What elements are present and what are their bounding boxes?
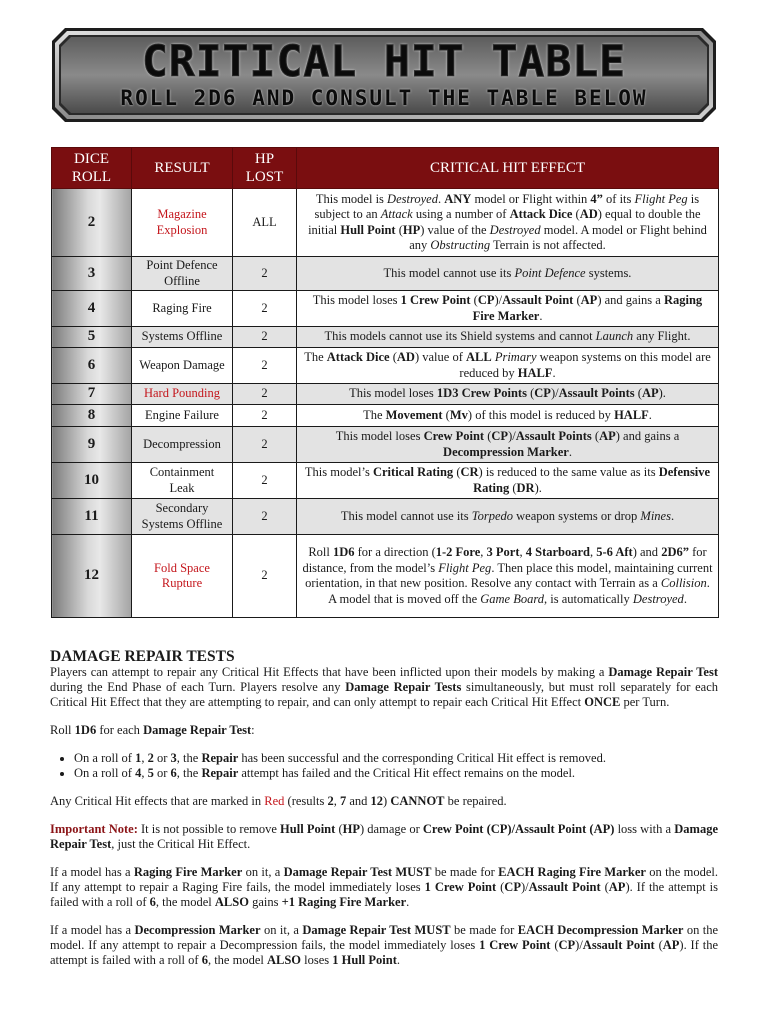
result-cell: Engine Failure (132, 405, 233, 427)
effect-cell: This model loses 1D3 Crew Points (CP)/Assault Points (AP). (297, 384, 719, 405)
hp-lost-cell: 2 (233, 405, 297, 427)
effect-cell: Roll 1D6 for a direction (1-2 Fore, 3 Port, 4 Starboard, 5-6 Aft) and 2D6” for distance, from the model’s Flight Peg. Then place this model, maintaining current orientation, in that new position. Resolve any contact with Terrain as a Collision. A model that is moved off the Game Board, is automatically Destroyed. (297, 535, 719, 618)
hp-lost-cell: 2 (233, 327, 297, 348)
dice-roll-cell: 11 (52, 499, 132, 535)
result-cell: Secondary Systems Offline (132, 499, 233, 535)
hp-lost-cell: 2 (233, 427, 297, 463)
result-cell: Hard Pounding (132, 384, 233, 405)
table-row (52, 384, 719, 405)
hp-lost-cell: ALL (233, 189, 297, 257)
result-cell: Systems Offline (132, 327, 233, 348)
result-cell: Point Defence Offline (132, 257, 233, 291)
table-row (52, 257, 719, 291)
effect-cell: This model’s Critical Rating (CR) is reduced to the same value as its Defensive Rating (DR). (297, 463, 719, 499)
dice-roll-cell: 3 (52, 257, 132, 291)
table-row (52, 189, 719, 257)
result-cell: Weapon Damage (132, 348, 233, 384)
table-row (52, 348, 719, 384)
dice-roll-cell: 9 (52, 427, 132, 463)
hp-lost-cell: 2 (233, 463, 297, 499)
effect-cell: This model loses Crew Point (CP)/Assault Points (AP) and gains a Decompression Marker. (297, 427, 719, 463)
table-header-row (52, 148, 719, 189)
effect-cell: This model cannot use its Point Defence systems. (297, 257, 719, 291)
paragraph: If a model has a Raging Fire Marker on it, a Damage Repair Test MUST be made for EACH Raging Fire Marker on the model. If any attempt to repair a Raging Fire fails, the model immediately loses 1 Crew Point (CP)/Assault Point (AP). If the attempt is failed with a roll of 6, the model ALSO gains +1 Raging Fire Marker. (50, 865, 719, 909)
section-heading: DAMAGE REPAIR TESTS (50, 648, 235, 665)
effect-cell: This model is Destroyed. ANY model or Flight within 4” of its Flight Peg is subject to an Attack using a number of Attack Dice (AD) equal to double the initial Hull Point (HP) value of the Destroyed model. A model or Flight behind any Obstructing Terrain is not affected. (297, 189, 719, 257)
header-hp-lost: HP LOST (233, 148, 297, 189)
result-cell: Raging Fire (132, 291, 233, 327)
dice-roll-cell: 6 (52, 348, 132, 384)
hp-lost-cell: 2 (233, 291, 297, 327)
banner-title: CRITICAL HIT TABLE (142, 37, 626, 87)
header-dice-roll: DICE ROLL (52, 148, 132, 189)
list-item: • On a roll of 4, 5 or 6, the Repair attempt has failed and the Critical Hit effect remains on the model. (74, 766, 718, 781)
table-row (52, 463, 719, 499)
hp-lost-cell: 2 (233, 499, 297, 535)
dice-roll-cell: 7 (52, 384, 132, 405)
effect-cell: This model cannot use its Torpedo weapon systems or drop Mines. (297, 499, 719, 535)
dice-roll-cell: 10 (52, 463, 132, 499)
header-critical-hit-effect: CRITICAL HIT EFFECT (297, 148, 719, 189)
table-row (52, 405, 719, 427)
hp-lost-cell: 2 (233, 348, 297, 384)
header-result: RESULT (132, 148, 233, 189)
damage-repair-section (50, 649, 718, 981)
paragraph: If a model has a Decompression Marker on it, a Damage Repair Test MUST be made for EACH Decompression Marker on the model. If any attempt to repair a Decompression fails, the model immediately loses 1 Crew Point (CP)/Assault Point (AP). If the attempt is failed with a roll of 6, the model ALSO loses 1 Hull Point. (50, 923, 719, 967)
dice-roll-cell: 5 (52, 327, 132, 348)
paragraph: Any Critical Hit effects that are marked in Red (results 2, 7 and 12) CANNOT be repaired. (50, 794, 507, 808)
result-cell: Containment Leak (132, 463, 233, 499)
paragraph: Roll 1D6 for each Damage Repair Test: (50, 723, 255, 737)
result-cell: Decompression (132, 427, 233, 463)
paragraph: Players can attempt to repair any Critical Hit Effects that have been inflicted upon their models by making a Damage Repair Test during the End Phase of each Turn. Players resolve any Damage Repair Tests simultaneously, but must roll separately for each Critical Hit Effect that they are attempting to repair, and can only attempt to repair each Critical Hit Effect ONCE per Turn. (50, 665, 719, 709)
effect-cell: The Attack Dice (AD) value of ALL Primary weapon systems on this model are reduced by HALF. (297, 348, 719, 384)
critical-hit-table (51, 147, 719, 618)
dice-roll-cell: 2 (52, 189, 132, 257)
result-cell: Fold Space Rupture (132, 535, 233, 618)
hp-lost-cell: 2 (233, 384, 297, 405)
result-cell: Magazine Explosion (132, 189, 233, 257)
table-row (52, 327, 719, 348)
hp-lost-cell: 2 (233, 535, 297, 618)
table-row (52, 291, 719, 327)
bullet-list (50, 751, 718, 781)
table-row (52, 535, 719, 618)
dice-roll-cell: 4 (52, 291, 132, 327)
paragraph: Important Note: It is not possible to remove Hull Point (HP) damage or Crew Point (CP)/Assault Point (AP) loss with a Damage Repair Test, just the Critical Hit Effect. (50, 822, 718, 851)
critical-hit-banner (51, 27, 717, 123)
hp-lost-cell: 2 (233, 257, 297, 291)
dice-roll-cell: 8 (52, 405, 132, 427)
effect-cell: This models cannot use its Shield systems and cannot Launch any Flight. (297, 327, 719, 348)
banner-subtitle: ROLL 2D6 AND CONSULT THE TABLE BELOW (120, 86, 648, 110)
list-item: • On a roll of 1, 2 or 3, the Repair has been successful and the corresponding Critical Hit effect is removed. (74, 751, 718, 766)
table-row (52, 427, 719, 463)
effect-cell: This model loses 1 Crew Point (CP)/Assault Point (AP) and gains a Raging Fire Marker. (297, 291, 719, 327)
table-row (52, 499, 719, 535)
dice-roll-cell: 12 (52, 535, 132, 618)
effect-cell: The Movement (Mv) of this model is reduced by HALF. (297, 405, 719, 427)
